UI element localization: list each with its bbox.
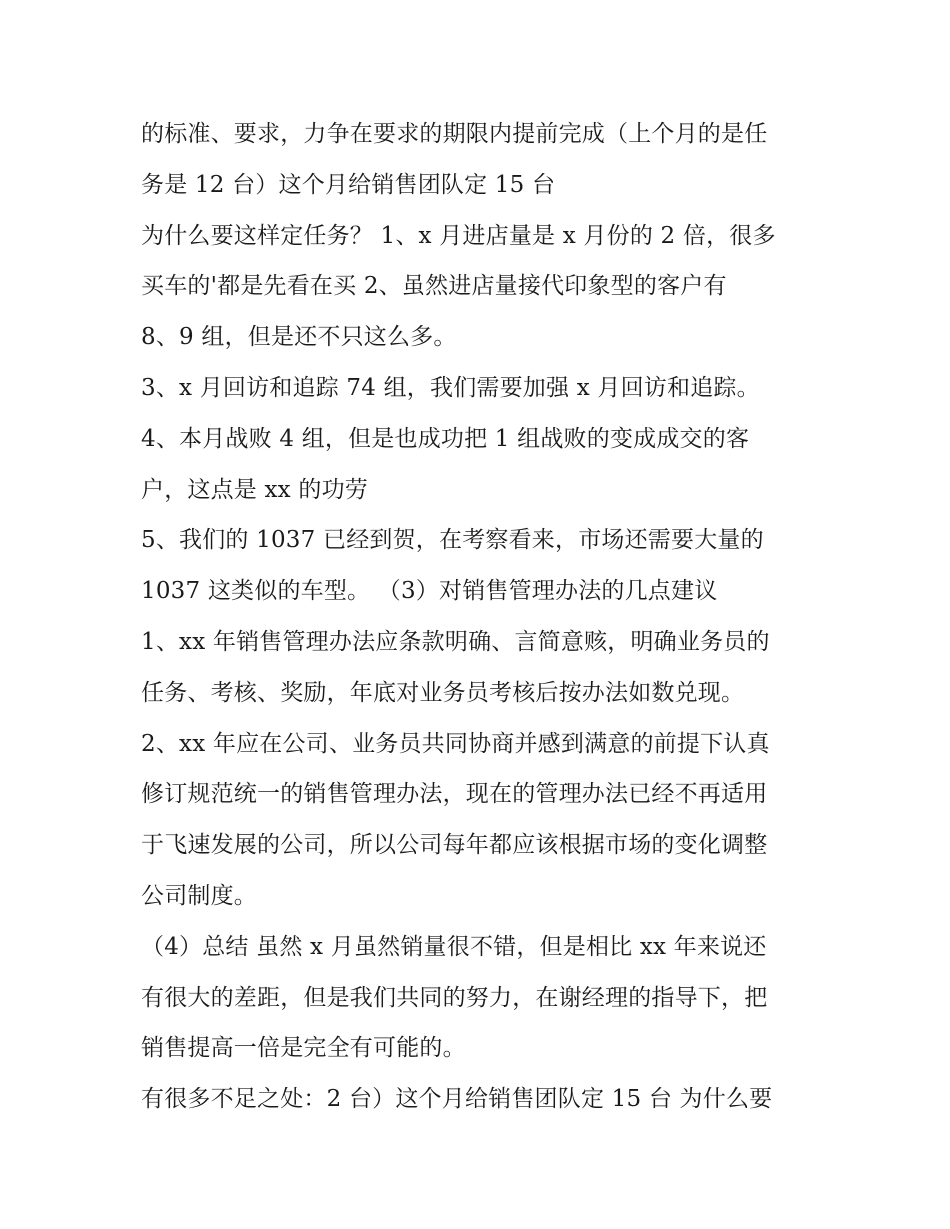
text-line: 销售提高一倍是完全有可能的。: [141, 1035, 466, 1062]
text-line: 1、xx 年销售管理办法应条款明确、言简意赅，明确业务员的: [141, 628, 770, 655]
text-line: 2、xx 年应在公司、业务员共同协商并感到满意的前提下认真: [141, 730, 770, 757]
text-line: 有很多不足之处：2 台）这个月给销售团队定 15 台 为什么要: [141, 1086, 773, 1113]
text-line: 的标准、要求，力争在要求的期限内提前完成（上个月的是任: [141, 121, 768, 147]
text-line: 修订规范统一的销售管理办法，现在的管理办法已经不再适用: [141, 781, 768, 808]
text-line: 买车的'都是先看在买 2、虽然进店量接代印象型的客户有: [141, 273, 727, 300]
text-line: 1037 这类似的车型。 （3）对销售管理办法的几点建议: [141, 578, 718, 605]
text-line: 有很大的差距，但是我们共同的努力，在谢经理的指导下，把: [141, 984, 768, 1011]
text-line: 为什么要这样定任务？ 1、x 月进店量是 x 月份的 2 倍，很多: [141, 222, 776, 249]
text-line: 3、x 月回访和追踪 74 组，我们需要加强 x 月回访和追踪。: [141, 374, 760, 401]
text-line: 公司制度。: [141, 882, 257, 909]
text-line: 4、本月战败 4 组，但是也成功把 1 组战败的变成成交的客: [141, 425, 750, 452]
text-line: 8、9 组，但是还不只这么多。: [141, 324, 457, 351]
document-body: [141, 109, 841, 1125]
text-line: 于飞速发展的公司，所以公司每年都应该根据市场的变化调整: [141, 832, 768, 859]
text-line: （4）总结 虽然 x 月虽然销量很不错，但是相比 xx 年来说还: [141, 933, 767, 960]
text-line: 5、我们的 1037 已经到贺，在考察看来，市场还需要大量的: [141, 527, 764, 554]
text-line: 务是 12 台）这个月给销售团队定 15 台: [141, 171, 556, 198]
text-line: 任务、考核、奖励，年底对业务员考核后按办法如数兑现。: [141, 679, 745, 706]
text-line: 户，这点是 xx 的功劳: [141, 476, 368, 503]
